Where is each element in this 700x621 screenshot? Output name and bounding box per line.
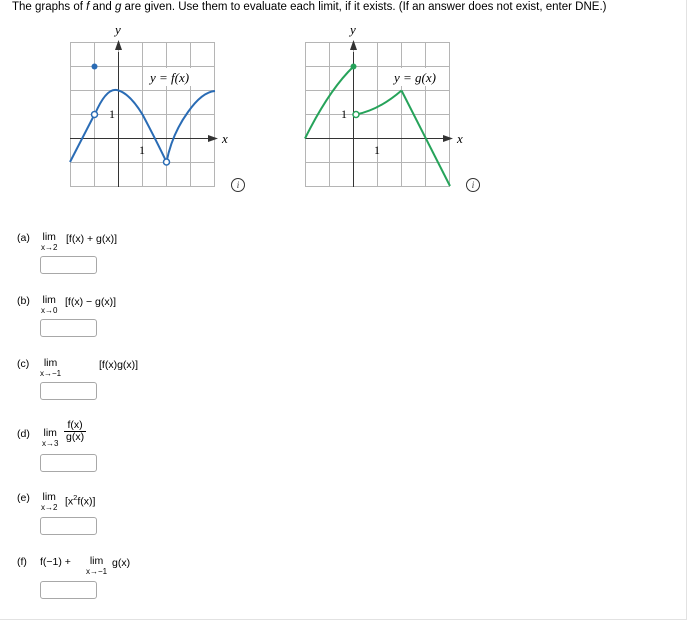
graph-f: [60, 22, 260, 192]
part-a-limit: lim x→2: [41, 231, 58, 252]
part-e-expression: $[x^2f(x)]$: [65, 493, 96, 508]
part-d-label: (d): [17, 428, 30, 440]
graph-g-x-arrow: [443, 135, 453, 142]
part-c-label: (c): [17, 358, 30, 370]
info-icon-graph-g[interactable]: i: [466, 178, 480, 192]
part-a-expression: [f(x) + g(x)]: [66, 233, 118, 245]
part-f-limit: lim x→−1: [86, 555, 108, 576]
part-d-limit: lim x→3: [42, 427, 59, 448]
graph-g-y-arrow: [350, 40, 357, 50]
graph-g-x-label: x: [457, 131, 463, 146]
instructions-text: The graphs of f and g are given. Use them to evaluate each limit, if it exists. (If an answer does not exist, enter DNE.): [12, 1, 607, 13]
graph-g-open-point: [353, 112, 359, 118]
graph-g-tick-y: 1: [341, 107, 347, 121]
part-c-expression: [f(x)g(x)]: [99, 359, 139, 371]
info-icon-graph-f[interactable]: i: [231, 178, 245, 192]
graph-f-filled-point: [92, 64, 98, 70]
part-d-fraction: [64, 420, 86, 443]
part-b-limit: lim x→0: [41, 294, 58, 315]
graph-f-tick-y: 1: [109, 107, 115, 121]
answer-input-c[interactable]: [40, 382, 97, 400]
graph-f-open-point-left: [92, 112, 98, 118]
graph-f-y-label: y: [115, 22, 121, 37]
part-e-limit: lim x→2: [41, 491, 58, 512]
graph-f-open-point-min: [164, 159, 170, 165]
answer-input-a[interactable]: [40, 256, 97, 274]
part-e-label: (e): [17, 492, 30, 504]
part-f-expression: g(x): [112, 557, 131, 569]
graph-f-curve-label: y = f(x): [150, 70, 190, 85]
graph-f-x-arrow: [208, 135, 218, 142]
part-d-denominator: g(x): [66, 431, 85, 444]
answer-input-b[interactable]: [40, 319, 97, 337]
part-d-numerator: f(x): [64, 420, 86, 432]
answer-input-f[interactable]: [40, 581, 97, 599]
graph-g: [295, 22, 495, 192]
graph-g-curve-label: y = g(x): [394, 70, 436, 85]
graph-g-tick-x: 1: [374, 143, 380, 157]
part-f-prefix: f(−1) +: [40, 556, 71, 568]
graph-f-x-label: x: [222, 131, 228, 146]
part-c-limit: lim x→−1: [40, 357, 62, 378]
part-b-expression: [f(x) − g(x)]: [65, 296, 117, 308]
answer-input-d[interactable]: [40, 454, 97, 472]
part-b-label: (b): [17, 295, 30, 307]
part-a-label: (a): [17, 232, 30, 244]
graph-f-tick-x: 1: [139, 143, 145, 157]
graph-g-filled-point: [351, 64, 357, 70]
graph-f-y-arrow: [115, 40, 122, 50]
part-f-label: (f): [17, 556, 27, 568]
answer-input-e[interactable]: [40, 517, 97, 535]
graph-g-y-label: y: [350, 22, 356, 37]
graph-g-grid: [305, 42, 450, 187]
